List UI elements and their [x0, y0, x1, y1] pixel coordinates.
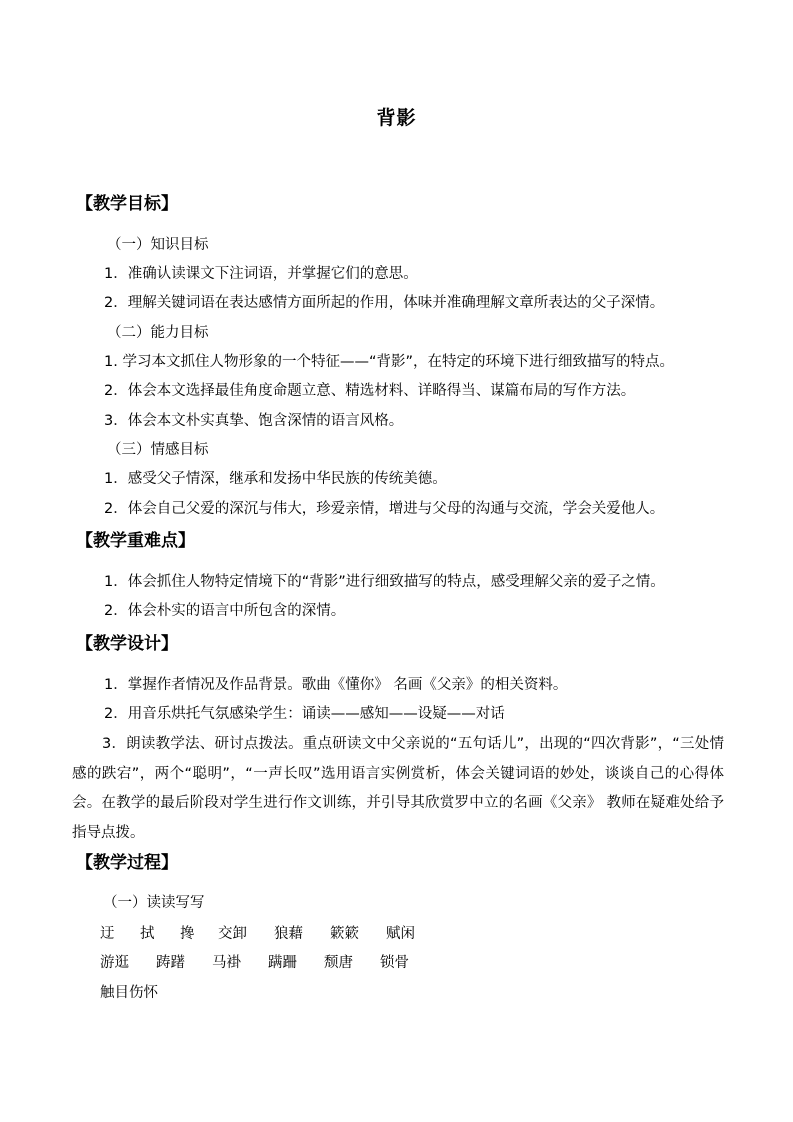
list-item: 3．体会本文朴实真挚、饱含深情的语言风格。 [104, 413, 404, 429]
list-item: 2．用音乐烘托气氛感染学生：诵读——感知——设疑——对话 [104, 706, 505, 722]
vocab-word: 蹒跚 [268, 955, 297, 971]
vocab-word: 搀 [180, 926, 195, 942]
vocab-word: 游逛 [100, 955, 129, 971]
list-item: 2．体会朴实的语言中所包含的深情。 [104, 603, 346, 619]
vocab-word: 迂 [100, 926, 115, 942]
vocab-word: 拭 [140, 926, 155, 942]
subheading-read-write: （一）读读写写 [103, 895, 205, 911]
vocab-word: 交卸 [218, 926, 247, 942]
section-heading-key-points: 【教学重难点】 [76, 531, 195, 551]
section-heading-objectives: 【教学目标】 [76, 194, 178, 214]
paragraph: 3．朗读教学法、研讨点拨法。重点研读文中父亲说的“五句话儿”，出现的“四次背影”，“三处情感的跌宕”，两个“聪明”，“一声长叹”选用语言实例赏析，体会关键词语的妙处，谈谈自己的心得体会。在教学的最后阶段对学生进行作文训练，并引导其欣赏罗中立的名画《父亲》 教师在疑难处给予指导点拨。 [72, 736, 724, 841]
vocab-word: 锁骨 [380, 955, 409, 971]
list-item: 2．理解关键词语在表达感情方面所起的作用，体味并准确理解文章所表达的父子深情。 [104, 295, 665, 311]
vocab-word: 簌簌 [330, 926, 359, 942]
list-item: 1．掌握作者情况及作品背景。歌曲《懂你》 名画《父亲》的相关资料。 [104, 677, 568, 693]
list-item: 1．准确认读课文下注词语，并掌握它们的意思。 [104, 266, 418, 282]
list-item: 2．体会本文选择最佳角度命题立意、精选材料、详略得当、谋篇布局的写作方法。 [104, 383, 636, 399]
subheading-ability: （二）能力目标 [107, 325, 209, 341]
page-title: 背影 [376, 107, 417, 129]
vocab-word: 触目伤怀 [100, 985, 158, 1001]
list-item: 1．体会抓住人物特定情境下的“背影”进行细致描写的特点，感受理解父亲的爱子之情。 [104, 574, 665, 590]
section-heading-design: 【教学设计】 [76, 634, 178, 654]
vocab-word: 狼藉 [274, 926, 303, 942]
vocab-word: 赋闲 [386, 926, 415, 942]
subheading-knowledge: （一）知识目标 [107, 237, 209, 253]
vocab-word: 颓唐 [324, 955, 353, 971]
vocab-word: 踌躇 [156, 955, 185, 971]
list-item: 1. 学习本文抓住人物形象的一个特征——“背影”，在特定的环境下进行细致描写的特点。 [104, 354, 674, 370]
list-item: 1．感受父子情深，继承和发扬中华民族的传统美德。 [104, 471, 447, 487]
vocab-word: 马褂 [212, 955, 241, 971]
list-item: 2．体会自己父爱的深沉与伟大，珍爱亲情，增进与父母的沟通与交流，学会关爱他人。 [104, 501, 665, 517]
subheading-emotion: （三）情感目标 [107, 442, 209, 458]
section-heading-process: 【教学过程】 [76, 853, 178, 873]
